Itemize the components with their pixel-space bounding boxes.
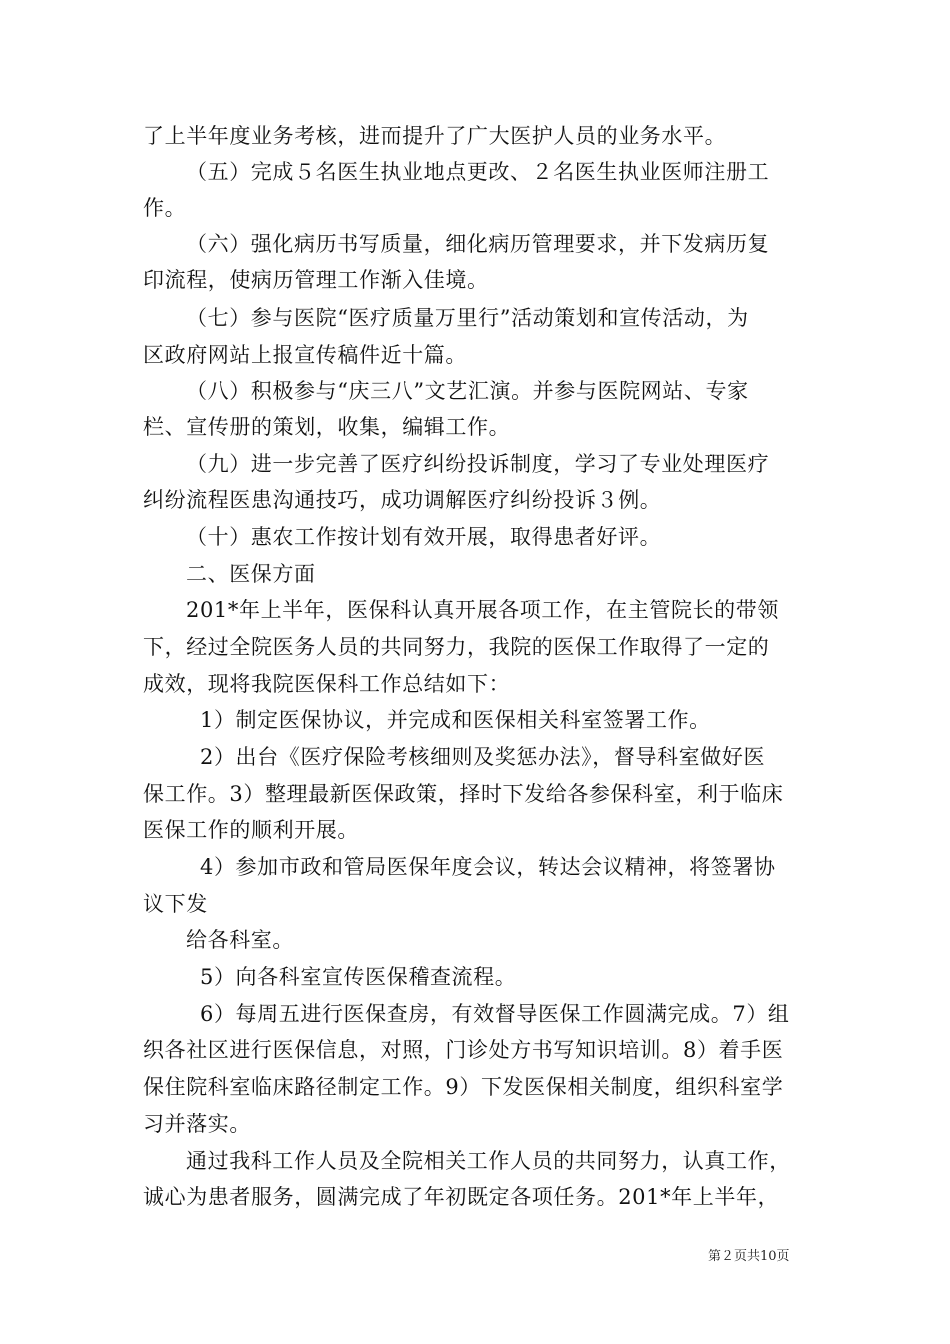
text-line: 成效，现将我院医保科工作总结如下： <box>143 672 511 696</box>
text-line: 栏、宣传册的策划，收集，编辑工作。 <box>143 415 511 439</box>
text-line: 诚心为患者服务，圆满完成了年初既定各项任务。201*年上半年， <box>143 1185 780 1209</box>
text-line: 了上半年度业务考核，进而提升了广大医护人员的业务水平。 <box>143 124 727 148</box>
text-line: 作。 <box>143 196 187 220</box>
text-line: 区政府网站上报宣传稿件近十篇。 <box>143 343 467 367</box>
text-line: （九）进一步完善了医疗纠纷投诉制度，学习了专业处理医疗 <box>186 452 770 476</box>
text-line: 201*年上半年，医保科认真开展各项工作，在主管院长的带领 <box>186 598 779 622</box>
section-heading: 二、医保方面 <box>186 562 316 586</box>
text-line: （十）惠农工作按计划有效开展，取得患者好评。 <box>186 525 662 549</box>
text-line: 给各科室。 <box>186 928 294 952</box>
text-line: 保工作。3）整理最新医保政策，择时下发给各参保科室，利于临床 <box>143 782 784 806</box>
text-line: （七）参与医院“医疗质量万里行”活动策划和宣传活动，为 <box>186 306 749 330</box>
text-line: 4）参加市政和管局医保年度会议，转达会议精神，将签署协 <box>200 855 776 879</box>
text-line: 纠纷流程医患沟通技巧，成功调解医疗纠纷投诉３例。 <box>143 488 662 512</box>
text-line: （八）积极参与“庆三八”文艺汇演。并参与医院网站、专家 <box>186 379 749 403</box>
text-line: 通过我科工作人员及全院相关工作人员的共同努力，认真工作， <box>186 1149 791 1173</box>
text-line: 5）向各科室宣传医保稽查流程。 <box>200 965 517 989</box>
text-line: 印流程，使病历管理工作渐入佳境。 <box>143 268 489 292</box>
page-number: 第２页共10页 <box>708 1249 790 1264</box>
text-line: 医保工作的顺利开展。 <box>143 818 359 842</box>
text-line: 习并落实。 <box>143 1112 251 1136</box>
text-line: 下，经过全院医务人员的共同努力，我院的医保工作取得了一定的 <box>143 635 770 659</box>
text-line: 织各社区进行医保信息，对照，门诊处方书写知识培训。8）着手医 <box>143 1038 784 1062</box>
text-line: 1）制定医保协议，并完成和医保相关科室签署工作。 <box>200 708 711 732</box>
text-line: 议下发 <box>143 892 208 916</box>
text-line: （六）强化病历书写质量，细化病历管理要求，并下发病历复 <box>186 232 770 256</box>
text-line: 2）出台《医疗保险考核细则及奖惩办法》，督导科室做好医 <box>200 745 766 769</box>
text-line: （五）完成５名医生执业地点更改、２名医生执业医师注册工 <box>186 160 770 184</box>
text-line: 保住院科室临床路径制定工作。9）下发医保相关制度，组织科室学 <box>143 1075 784 1099</box>
text-line: 6）每周五进行医保查房，有效督导医保工作圆满完成。7）组 <box>200 1002 790 1026</box>
